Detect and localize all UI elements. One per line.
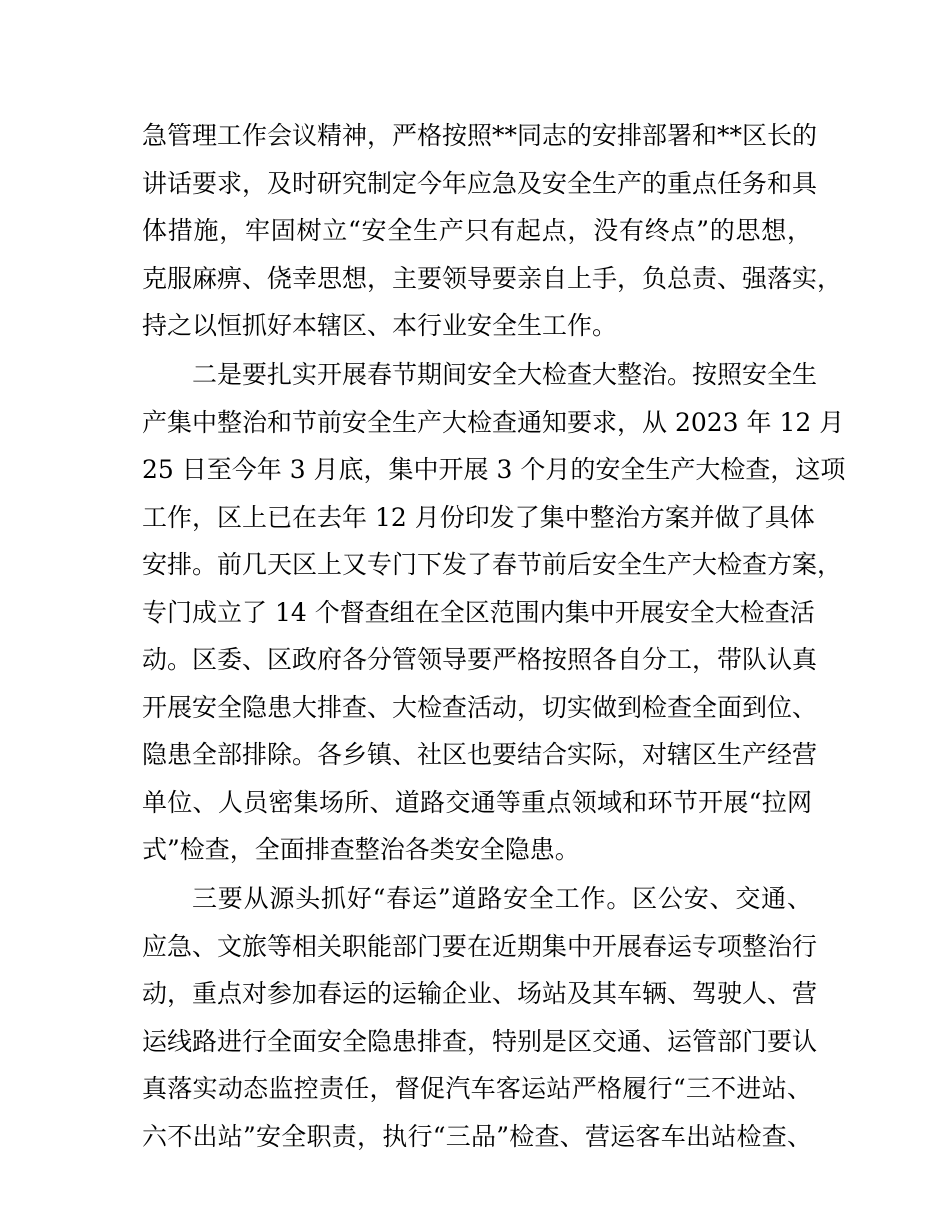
text-line: 体措施，牢固树立“安全生产只有起点，没有终点”的思想， — [142, 216, 812, 245]
paragraph-3 — [142, 875, 818, 1160]
text-line: 克服麻痹、侥幸思想，主要领导要亲自上手，负总责、强落实， — [142, 263, 843, 293]
paragraph-2 — [142, 351, 846, 874]
text-line: 动，重点对参加春运的运输企业、场站及其车辆、驾驶人、营 — [142, 979, 818, 1008]
text-line: 隐患全部排除。各乡镇、社区也要结合实际，对辖区生产经营 — [142, 740, 818, 769]
text-line: 安排。前几天区上又专门下发了春节前后安全生产大检查方案， — [142, 550, 843, 579]
body-text — [142, 112, 846, 1160]
text-line: 真落实动态监控责任，督促汽车客运站严格履行“三不进站、 — [142, 1074, 812, 1103]
text-line: 六不出站”安全职责，执行“三品”检查、营运客车出站检查、 — [142, 1121, 812, 1151]
text-line: 工作，区上已在去年 12 月份印发了集中整治方案并做了具体 — [142, 502, 815, 532]
text-line: 动。区委、区政府各分管领导要严格按照各自分工，带队认真 — [142, 645, 818, 674]
text-line: 25 日至今年 3 月底，集中开展 3 个月的安全生产大检查，这项 — [142, 455, 846, 484]
text-line: 单位、人员密集场所、道路交通等重点领域和环节开展“拉网 — [142, 787, 812, 817]
text-line: 式”检查，全面排查整治各类安全隐患。 — [142, 835, 580, 864]
text-line: 急管理工作会议精神，严格按照**同志的安排部署和**区长的 — [142, 121, 818, 150]
paragraph-1 — [142, 112, 843, 350]
text-line: 讲话要求，及时研究制定今年应急及安全生产的重点任务和具 — [142, 168, 818, 198]
text-line: 开展安全隐患大排查、大检查活动，切实做到检查全面到位、 — [142, 692, 818, 722]
text-line: 三要从源头抓好“春运”道路安全工作。区公安、交通、 — [192, 884, 812, 913]
text-line: 产集中整治和节前安全生产大检查通知要求，从 2023 年 12 月 — [142, 407, 845, 437]
text-line: 二是要扎实开展春节期间安全大检查大整治。按照安全生 — [192, 360, 818, 389]
text-line: 运线路进行全面安全隐患排查，特别是区交通、运管部门要认 — [142, 1026, 818, 1056]
text-line: 持之以恒抓好本辖区、本行业安全生工作。 — [142, 311, 618, 340]
text-line: 应急、文旅等相关职能部门要在近期集中开展春运专项整治行 — [142, 931, 818, 961]
text-line: 专门成立了 14 个督查组在全区范围内集中开展安全大检查活 — [142, 597, 815, 627]
